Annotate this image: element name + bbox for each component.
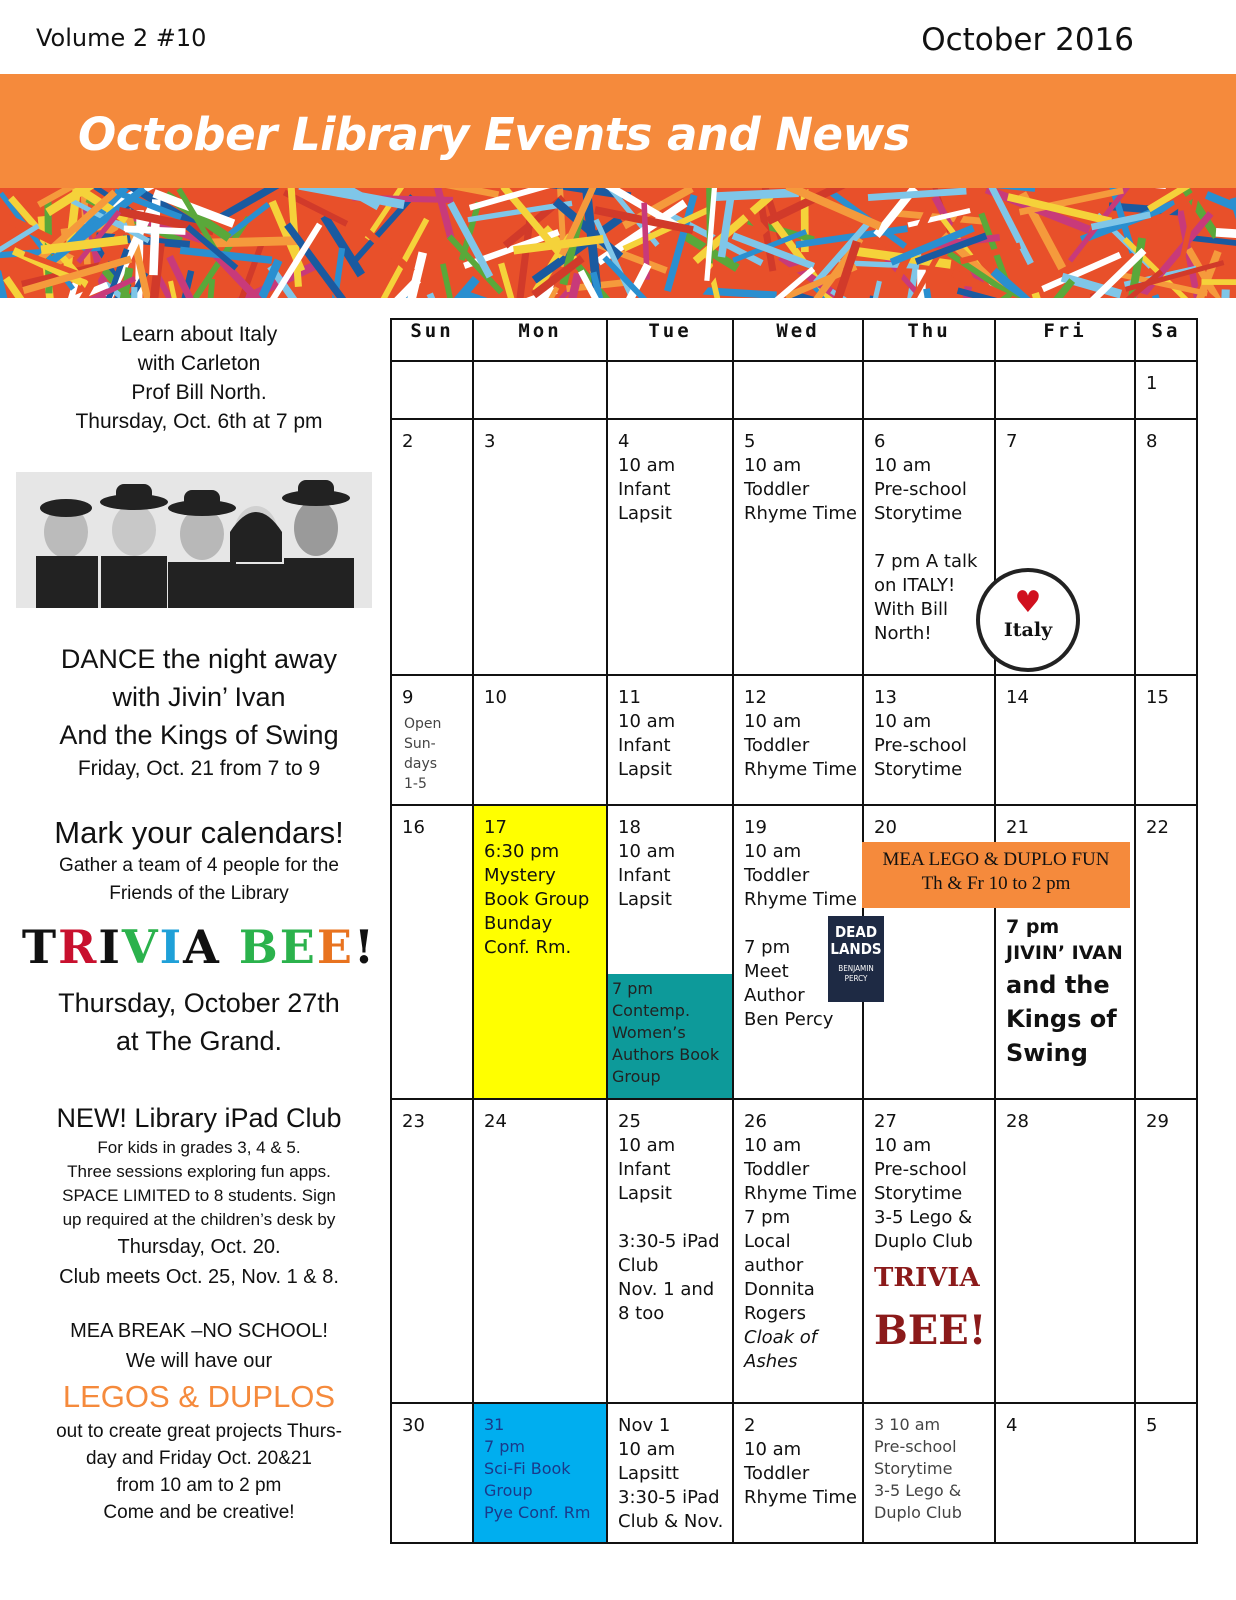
calendar-day-cell [607,361,733,419]
trivia-letter: E [279,920,317,974]
issue-date: October 2016 [921,22,1134,58]
trivia-letter: A [183,920,221,974]
calendar-week-row [391,419,1197,675]
mark-calendars-heading: Mark your calendars! [54,815,344,850]
calendar-day-cell [391,805,473,1099]
day-events: 28 [1006,1111,1029,1132]
weekday-header: Sun [391,319,473,361]
ipad-club-blurb [10,1100,388,1292]
calendar-week-row [391,1099,1197,1403]
dance-when: Friday, Oct. 21 from 7 to 9 [77,757,321,780]
art-stripe [1201,279,1236,285]
calendar-day-cell [863,1403,995,1543]
day-events: 18 10 am Infant Lapsit [618,817,676,910]
lego-heading: LEGOS & DUPLOS [62,1379,336,1414]
day-events: 1 [1146,373,1158,394]
calendar-day-cell [733,1403,863,1543]
calendar-day-cell [733,361,863,419]
weekday-header: Mon [473,319,607,361]
calendar-day-cell [995,419,1135,675]
sidebar [10,320,388,436]
day-events: 22 [1146,817,1169,838]
ipad-line: up required at the children’s desk by [62,1210,336,1229]
lego-line: day and Friday Oct. 20&21 [85,1448,312,1469]
day-events: 31 7 pm Sci-Fi Book Group Pye Conf. Rm [484,1415,591,1522]
day-events: 23 [402,1111,425,1132]
calendar-day-cell [607,805,733,1099]
day-events: Nov 1 10 am Lapsitt 3:30-5 iPad Club & Nov. [618,1415,724,1532]
calendar-day-cell [863,1099,995,1403]
lego-line: Come and be creative! [103,1502,295,1523]
bee-word: BEE! [874,1307,987,1354]
day-events [392,362,472,372]
band-photo [16,472,372,608]
kings-of-swing-text: and the Kings of Swing [1006,971,1117,1067]
calendar-day-cell [995,1099,1135,1403]
calendar-day-cell [607,675,733,805]
lego-blurb [10,1316,388,1526]
day-events: 21 [1006,817,1029,838]
ipad-line: Club meets Oct. 25, Nov. 1 & 8. [59,1266,339,1288]
calendar-day-cell [391,675,473,805]
day-events: 20 [874,817,897,838]
calendar-week-row [391,805,1197,1099]
calendar-week-row [391,675,1197,805]
day-events: 3 [484,431,496,452]
band-silhouettes [16,472,372,608]
event-calendar [390,318,1198,1544]
lego-line: from 10 am to 2 pm [116,1475,282,1496]
day-events: 2 10 am Toddler Rhyme Time [744,1415,857,1508]
mea-line: MEA BREAK –NO SCHOOL! [70,1320,328,1342]
trivia-blurb [10,814,388,1060]
day-events [474,362,606,372]
dance-line: And the Kings of Swing [59,720,339,750]
day-events: 24 [484,1111,507,1132]
italy-line: Thursday, Oct. 6th at 7 pm [75,410,323,433]
trivia-letter: R [58,920,99,974]
mea-line: We will have our [125,1350,273,1372]
book-cover-title: DEAD LANDS [830,923,882,958]
calendar-day-cell [733,419,863,675]
volume-label: Volume 2 #10 [36,24,207,52]
open-sundays-note: Open Sun- days 1-5 [404,716,442,792]
calendar-day-cell [1135,1403,1197,1543]
trivia-letter: T [21,920,59,974]
day-events: 30 [402,1415,425,1436]
weekday-header: Fri [995,319,1135,361]
calendar-day-cell [473,1403,607,1543]
page-title: October Library Events and News [78,108,910,161]
day-events: 6 10 am Pre-school Storytime 7 pm A talk on ITALY! With Bill North! [874,431,978,644]
day-events: 10 [484,687,507,708]
day-events: 7 [1006,431,1018,452]
trivia-bee-logo [10,916,388,978]
calendar-day-cell [1135,419,1197,675]
jivin-ivan-event: 7 pm JIVIN’ IVAN [1006,916,1123,964]
trivia-word: TRIVIA [874,1263,980,1293]
day-events: 8 [1146,431,1158,452]
trivia-letter: B [238,920,280,974]
day-events: 2 [402,431,414,452]
dance-line: DANCE the night away [60,644,338,674]
weekday-header: Thu [863,319,995,361]
weekday-header-row [391,319,1197,361]
women-authors-group-event: 7 pm Contemp. Women’s Authors Book Group [608,974,732,1098]
day-events: 14 [1006,687,1029,708]
calendar-day-cell [473,419,607,675]
calendar-day-cell [391,419,473,675]
calendar-day-cell [995,675,1135,805]
day-events: 16 [402,817,425,838]
calendar-day-cell [1135,1099,1197,1403]
calendar-day-cell [863,675,995,805]
calendar-day-cell [391,1403,473,1543]
italy-line: with Carleton [137,352,261,375]
dance-blurb [10,640,388,784]
day-events: 27 10 am Pre-school Storytime 3-5 Lego & Duplo Club [874,1111,973,1252]
italy-line: Learn about Italy [120,323,278,346]
calendar-day-cell [863,361,995,419]
calendar-day-cell [1135,361,1197,419]
lego-line: out to create great projects Thurs- [56,1421,342,1442]
trivia-letter: I [98,920,122,974]
day-events [996,362,1134,372]
calendar-day-cell [391,1099,473,1403]
calendar-week-row [391,361,1197,419]
italy-line: Prof Bill North. [131,381,267,404]
calendar-day-cell [391,361,473,419]
day-events: 11 10 am Infant Lapsit [618,687,676,780]
day-events: 5 [1146,1415,1158,1436]
calendar-week-row [391,1403,1197,1543]
ipad-line: For kids in grades 3, 4 & 5. [97,1138,301,1157]
day-events: 4 10 am Infant Lapsit [618,431,676,524]
decorative-art-strip [0,188,1236,298]
grand-line: Thursday, October 27th [58,988,340,1018]
day-events: 25 10 am Infant Lapsit 3:30-5 iPad Club Nov. 1 and 8 too [618,1111,720,1324]
stamp-text: Italy [1003,619,1053,641]
day-events: 26 10 am Toddler Rhyme Time 7 pm Local author Donnita Rogers [744,1111,857,1324]
day-events: 17 6:30 pm Mystery Book Group Bunday Conf. Rm. [484,817,590,958]
day-events: 15 [1146,687,1169,708]
trivia-letter: ! [353,920,377,974]
day-events: 12 10 am Toddler Rhyme Time [744,687,857,780]
day-events [608,362,732,372]
day-events: 5 10 am Toddler Rhyme Time [744,431,857,524]
trivia-letter: I [159,920,184,974]
calendar-day-cell [473,805,607,1099]
calendar-day-cell [995,1403,1135,1543]
calendar-grid [390,318,1198,1544]
calendar-day-cell [607,1403,733,1543]
calendar-day-cell [473,361,607,419]
ipad-line: Thursday, Oct. 20. [117,1236,281,1258]
cloak-of-ashes-title: Cloak of Ashes [744,1327,818,1372]
trivia-letter: E [316,920,354,974]
team-line: Gather a team of 4 people for the [59,855,339,876]
trivia-letter: V [121,920,160,974]
book-cover-author: BENJAMIN PERCY [838,964,874,983]
weekday-header: Wed [733,319,863,361]
art-stripe [433,276,442,298]
italy-stamp-icon: ♥ Italy [976,568,1080,672]
ipad-line: Three sessions exploring fun apps. [67,1162,331,1181]
calendar-day-cell [733,1099,863,1403]
day-events: 19 10 am Toddler Rhyme Time 7 pm Meet Author Ben Percy [744,817,857,1030]
calendar-day-cell [733,805,882,1099]
ipad-club-heading: NEW! Library iPad Club [56,1103,342,1133]
mea-lego-banner: MEA LEGO & DUPLO FUN Th & Fr 10 to 2 pm [862,842,1130,908]
day-events: 29 [1146,1111,1169,1132]
calendar-day-cell [607,1099,733,1403]
calendar-day-cell [995,361,1135,419]
day-events [734,362,862,372]
weekday-header: Sa [1135,319,1197,361]
ipad-line: SPACE LIMITED to 8 students. Sign [62,1186,336,1205]
team-line: Friends of the Library [109,883,289,904]
calendar-day-cell [607,419,733,675]
grand-line: at The Grand. [115,1026,283,1056]
day-events: 9 [402,687,414,708]
calendar-day-cell [473,675,607,805]
italy-talk-blurb [10,320,388,436]
dance-line: with Jivin’ Ivan [112,682,286,712]
calendar-day-cell [863,419,995,675]
calendar-day-cell [1135,805,1197,1099]
calendar-day-cell [1135,675,1197,805]
day-events: 4 [1006,1415,1018,1436]
calendar-day-cell [733,675,863,805]
trivia-letter [221,920,239,974]
calendar-day-cell [473,1099,607,1403]
day-events: 13 10 am Pre-school Storytime [874,687,967,780]
day-events [864,362,994,372]
weekday-header: Tue [607,319,733,361]
day-events: 3 10 am Pre-school Storytime 3-5 Lego & Duplo Club [874,1415,962,1522]
